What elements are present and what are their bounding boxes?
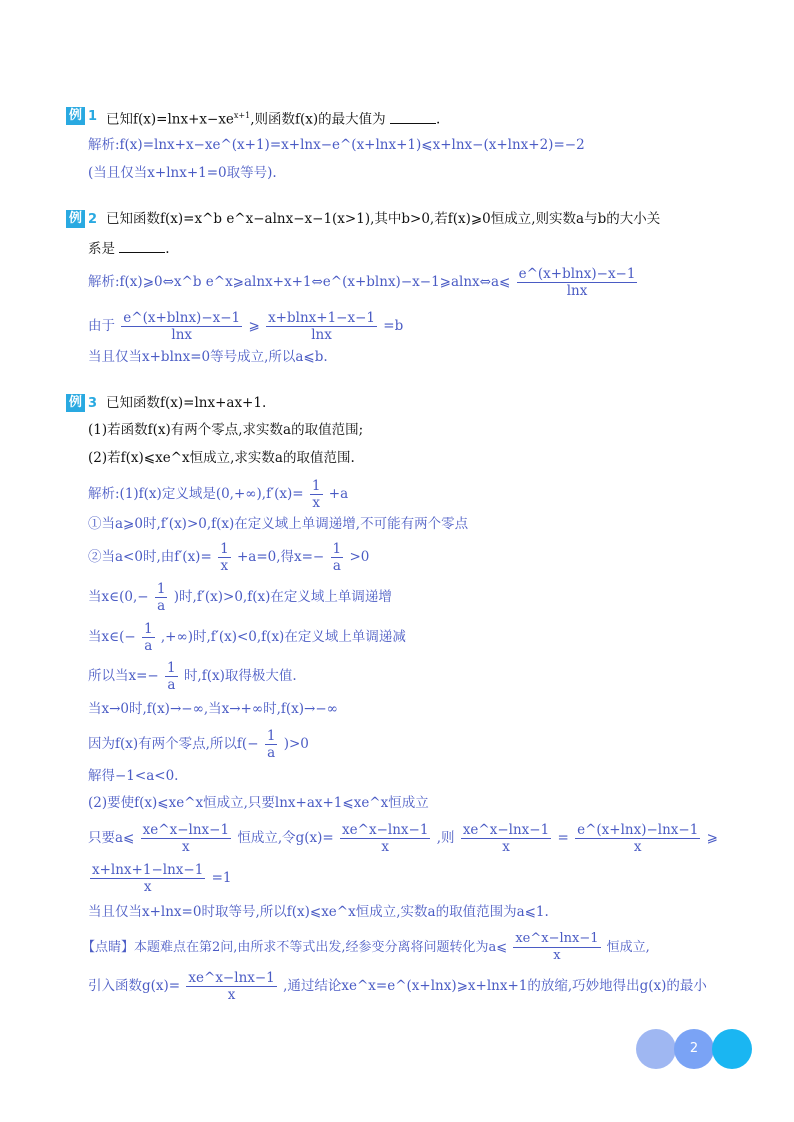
example-3-solution-line-2: ①当a⩾0时,f′(x)>0,f(x)在定义域上单调递增,不可能有两个零点 [88, 516, 469, 532]
example-3-solution-line-3: ②当a<0时,由f′(x)= $\frac{1}{x}$ +a=0,得x=− $\frac{1}{a}$ >0 [88, 541, 370, 574]
fraction: $\frac{e\^{}(x+blnx)-x-1}{\ln x}$ [123, 310, 241, 343]
example-1-solution-line-2: (当且仅当x+lnx+1=0取等号). [88, 165, 277, 181]
fraction: $\frac{e\^{}(x+blnx)-x-1}{\ln x}$ [518, 266, 636, 299]
example-label: 例 [66, 107, 85, 125]
fraction: $\frac{1}{x}$ [220, 541, 229, 574]
example-number: 1 [88, 108, 98, 124]
tip-note-line-2: 引入函数g(x)= $\frac{xe\^{}x-\ln x-1}{x}$ ,通过结论xe^x=e^(x+lnx)⩾x+lnx+1的放缩,巧妙地得出g(x)的最小 [88, 970, 707, 1003]
fraction: $\frac{x+\ln x+1-\ln x-1}{x}$ [92, 862, 204, 895]
example-3-solution-line-13: 当且仅当x+lnx=0时取等号,所以f(x)⩽xe^x恒成立,实数a的取值范围为a⩽1. [88, 904, 549, 920]
example-1-solution-line-1: 解析:f(x)=lnx+x−xe^(x+1)=x+lnx−e^(x+lnx+1)⩽x+lnx−(x+lnx+2)=−2 [88, 137, 585, 153]
example-2-question: 已知函数f(x)=x^b e^x−alnx−x−1(x>1),其中b>0,若f(x)⩾0恒成立,则实数a与b的大小关 [106, 211, 661, 227]
example-3-solution-line-12: $\frac{x+\ln x+1-\ln x-1}{x}$ =1 [92, 862, 232, 895]
example-2-solution-line-2: 由于 $\frac{e\^{}(x+blnx)-x-1}{\ln x}$ ⩾ $\frac{x+blnx+1-x-1}{\ln x}$ =b [88, 310, 404, 343]
decorative-circle [636, 1029, 676, 1069]
example-2-solution-line-1: 解析:f(x)⩾0⇔x^b e^x⩾alnx+x+1⇔e^(x+blnx)−x−1⩾alnx⇔a⩽ $\frac{e\^{}(x+blnx)-x-1}{\ln x}$ [88, 266, 636, 299]
example-number: 2 [88, 211, 98, 227]
example-label: 例 [66, 394, 85, 412]
fraction: $\frac{1}{a}$ [332, 541, 342, 574]
tip-note-line-1: 【点睛】本题难点在第2问,由所求不等式出发,经参变分离将问题转化为a⩽ $\frac{xe\^{}x-\ln x-1}{x}$ 恒成立, [82, 931, 650, 963]
example-2-solution-line-3: 当且仅当x+blnx=0等号成立,所以a⩽b. [88, 349, 328, 365]
fraction: $\frac{xe\^{}x-\ln x-1}{x}$ [462, 822, 550, 855]
example-3-part-1: (1)若函数f(x)有两个零点,求实数a的取值范围; [88, 422, 364, 438]
example-3-solution-line-10: (2)要使f(x)⩽xe^x恒成立,只要lnx+ax+1⩽xe^x恒成立 [88, 795, 429, 811]
example-3-solution-line-8: 因为f(x)有两个零点,所以f(− $\frac{1}{a}$ )>0 [88, 728, 309, 761]
example-3-question: 已知函数f(x)=lnx+ax+1. [106, 395, 267, 411]
example-3-tag [66, 393, 97, 413]
example-3-solution-line-4: 当x∈(0,− $\frac{1}{a}$ )时,f′(x)>0,f(x)在定义域上单调递增 [88, 581, 392, 614]
answer-blank [390, 109, 436, 124]
example-3-solution-line-7: 当x→0时,f(x)→−∞,当x→+∞时,f(x)→−∞ [88, 701, 338, 717]
example-3-part-2: (2)若f(x)⩽xe^x恒成立,求实数a的取值范围. [88, 450, 355, 466]
example-label: 例 [66, 210, 85, 228]
example-1-tag [66, 106, 97, 126]
fraction: $\frac{xe\^{}x-\ln x-1}{x}$ [515, 931, 599, 963]
fraction: $\frac{xe\^{}x-\ln x-1}{x}$ [142, 822, 230, 855]
answer-blank [119, 238, 165, 253]
example-1-question: 已知$f(x)=\ln x+x-xe^{x+1}$,则函数f(x)的最大值为 . [106, 106, 440, 130]
example-number: 3 [88, 395, 98, 411]
example-3-solution-line-9: 解得−1<a<0. [88, 768, 179, 784]
fraction: $\frac{xe\^{}x-\ln x-1}{x}$ [188, 970, 275, 1003]
fraction: $\frac{1}{a}$ [266, 728, 276, 761]
fraction: $\frac{1}{a}$ [143, 621, 153, 654]
example-3-solution-line-5: 当x∈(− $\frac{1}{a}$ ,+∞)时,f′(x)<0,f(x)在定义域上单调递减 [88, 621, 406, 654]
example-2-question-line-2: 系是 . [88, 238, 170, 259]
fraction: $\frac{1}{a}$ [156, 581, 166, 614]
page-number: 2 [689, 1041, 699, 1056]
example-3-solution-line-6: 所以当x=− $\frac{1}{a}$ 时,f(x)取得极大值. [88, 660, 297, 693]
fraction: $\frac{x+blnx+1-x-1}{\ln x}$ [268, 310, 375, 343]
fraction: $\frac{1}{x}$ [311, 478, 321, 511]
fraction: $\frac{e\^{}(x+\ln x)-\ln x-1}{x}$ [577, 822, 699, 855]
page-number-badge [636, 1029, 754, 1069]
example-2-tag [66, 209, 97, 229]
example-3-solution-line-1: 解析:(1)f(x)定义域是(0,+∞),f′(x)= $\frac{1}{x}$ +a [88, 478, 349, 511]
example-3-solution-line-11: 只要a⩽ $\frac{xe\^{}x-\ln x-1}{x}$ 恒成立,令g(x)= $\frac{xe\^{}x-\ln x-1}{x}$ ,则 $\frac{xe\^{}x-\ln x-1}{x}$ = $\frac{e\^{}(x+\ln x)-\ln x-1}{x}$ ⩾ [88, 822, 718, 855]
fraction: $\frac{1}{a}$ [167, 660, 176, 693]
decorative-circle [712, 1029, 752, 1069]
fraction: $\frac{xe\^{}x-\ln x-1}{x}$ [342, 822, 429, 855]
